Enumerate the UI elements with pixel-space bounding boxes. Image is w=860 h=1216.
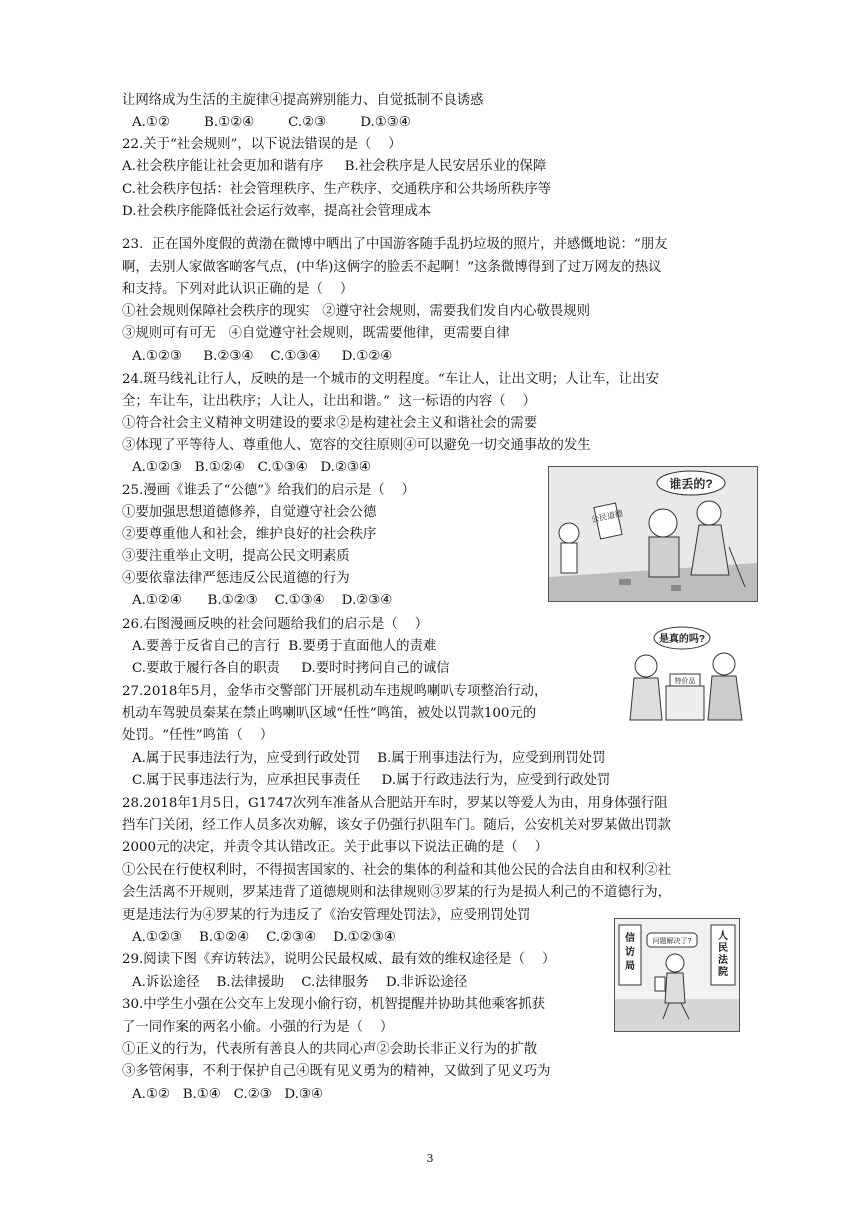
question-text-line: 26.右图漫画反映的社会问题给我们的启示是（ ） xyxy=(122,617,429,632)
question-text-line: 和支持。下列对此认识正确的是（ ） xyxy=(122,282,354,297)
cartoon-petition-to-law xyxy=(614,918,740,1032)
question-text-line: ①社会规则保障社会秩序的现实 ②遵守社会规则，需要我们发自内心敬畏规则 xyxy=(122,304,591,319)
question-text-line: ③体现了平等待人、尊重他人、宽容的交往原则④可以避免一切交通事故的发生 xyxy=(122,438,591,453)
question-text-line: 挡车门关闭，经工作人员多次劝解，该女子仍强行扒阻车门。随后，公安机关对罗某做出罚款 xyxy=(122,818,672,833)
question-text-line: 29.阅读下图《弃访转法》，说明公民最权威、最有效的维权途径是（ ） xyxy=(122,952,556,967)
answer-options-line: A.①②③ B.①②④ C.①③④ D.②③④ xyxy=(132,460,371,475)
cartoon-is-it-true xyxy=(620,620,756,730)
question-text-line: 24.斑马线礼让行人，反映的是一个城市的文明程度。“车让人，让出文明；人让车，让出安 xyxy=(122,372,659,387)
question-text-line: ①公民在行使权利时，不得损害国家的、社会的集体的利益和其他公民的合法自由和权利②社 xyxy=(122,863,672,878)
svg-text:局: 局 xyxy=(625,961,635,972)
answer-options-line: A.①②③ B.②③④ C.①③④ D.①②④ xyxy=(132,349,393,364)
question-text-line: ④要依靠法律严惩违反公民道德的行为 xyxy=(122,571,350,586)
question-text-line: D.社会秩序能降低社会运行效率，提高社会管理成本 xyxy=(122,204,432,219)
question-text-line: 2000元的决定，并责令其认错改正。关于此事以下说法正确的是（ ） xyxy=(122,840,549,855)
answer-options-line: C.要敢于履行各自的职责 D.要时时拷问自己的诚信 xyxy=(132,661,450,676)
question-text-line: 全；车让车，让出秩序；人让人，让出和谐。” 这一标语的内容（ ） xyxy=(122,394,537,409)
question-text-line: 啊，去别人家做客啲客气点，(中华)这俩字的脸丢不起啊！”这条微博得到了过万网友的热议 xyxy=(122,260,662,275)
question-text-line: ①正义的行为，代表所有善良人的共同心声②会助长非正义行为的扩散 xyxy=(122,1042,538,1057)
question-text-line: 更是违法行为④罗某的行为违反了《治安管理处罚法》，应受刑罚处罚 xyxy=(122,908,531,923)
svg-text:信: 信 xyxy=(625,933,635,944)
answer-options-line: A.属于民事违法行为，应受到行政处罚 B.属于刑事违法行为，应受到刑罚处罚 xyxy=(132,751,606,766)
question-text-line: 23. 正在国外度假的黄渤在微博中晒出了中国游客随手乱扔垃圾的照片，并感慨地说：“朋友 xyxy=(122,237,668,252)
page-number: 3 xyxy=(426,1152,434,1165)
cartoon-who-lost-morality xyxy=(548,466,758,602)
question-text-line: ①符合社会主义精神文明建设的要求②是构建社会主义和谐社会的需要 xyxy=(122,416,538,431)
svg-text:特价品: 特价品 xyxy=(674,678,696,685)
answer-options-line: A.①② B.①②④ C.②③ D.①③④ xyxy=(132,115,411,130)
answer-options-line: C.属于民事违法行为，应承担民事责任 D.属于行政违法行为，应受到行政处罚 xyxy=(132,773,611,788)
question-text-line: ③规则可有可无 ④自觉遵守社会规则，既需要他律，更需要自律 xyxy=(122,326,510,341)
question-text-line: 让网络成为生活的主旋律④提高辨别能力、自觉抵制不良诱惑 xyxy=(122,93,484,108)
svg-text:公民道德: 公民道德 xyxy=(590,508,624,525)
question-text-line: 22.关于“社会规则”，以下说法错误的是（ ） xyxy=(122,137,402,152)
cartoon25-caption: 谁丢的? xyxy=(669,477,713,491)
question-text-line: 28.2018年1月5日，G1747次列车准备从合肥站开车时，罗某以等爱人为由，用身体强行阻 xyxy=(122,796,668,811)
question-text-line: 25.漫画《谁丢了“公德”》给我们的启示是（ ） xyxy=(122,483,416,498)
question-text-line: 处罚。“任性”鸣笛（ ） xyxy=(122,728,274,743)
svg-text:民: 民 xyxy=(718,943,728,954)
question-text-line: 会生活离不开规则，罗某违背了道德规则和法律规则③罗某的行为是损人利己的不道德行为， xyxy=(122,885,672,900)
answer-options-line: A.①② B.①④ C.②③ D.③④ xyxy=(132,1087,323,1102)
question-text-line: 了一同作案的两名小偷。小强的行为是（ ） xyxy=(122,1020,394,1035)
svg-text:问题解决了?: 问题解决了? xyxy=(652,938,692,945)
answer-options-line: A.①②④ B.①②③ C.①③④ D.②③④ xyxy=(132,593,393,608)
answer-options-line: A.诉讼途径 B.法律援助 C.法律服务 D.非诉讼途径 xyxy=(132,975,468,990)
question-text-line: ③要注重举止文明，提高公民文明素质 xyxy=(122,549,350,564)
question-text-line: 机动车驾驶员秦某在禁止鸣喇叭区域“任性”鸣笛，被处以罚款100元的 xyxy=(122,706,537,721)
svg-text:是真的吗?: 是真的吗? xyxy=(658,634,706,645)
svg-text:院: 院 xyxy=(718,967,728,978)
question-text-line: ③多管闲事，不利于保护自己④既有见义勇为的精神，又做到了见义巧为 xyxy=(122,1064,551,1079)
question-text-line: ②要尊重他人和社会，维护良好的社会秩序 xyxy=(122,527,377,542)
question-text-line: C.社会秩序包括：社会管理秩序、生产秩序、交通秩序和公共场所秩序等 xyxy=(122,182,552,197)
question-text-line: A.社会秩序能让社会更加和谐有序 B.社会秩序是人民安居乐业的保障 xyxy=(122,159,547,174)
svg-text:人: 人 xyxy=(718,931,728,942)
svg-text:访: 访 xyxy=(625,947,635,958)
svg-text:法: 法 xyxy=(718,955,728,966)
question-text-line: 30.中学生小强在公交车上发现小偷行窃，机智提醒并协助其他乘客抓获 xyxy=(122,997,546,1012)
answer-options-line: A.要善于反省自己的言行 B.要勇于直面他人的责难 xyxy=(132,639,437,654)
question-text-line: 27.2018年5月，金华市交警部门开展机动车违规鸣喇叭专项整治行动， xyxy=(122,684,548,699)
question-text-line: ①要加强思想道德修养，自觉遵守社会公德 xyxy=(122,505,377,520)
answer-options-line: A.①②③ B.①②④ C.②③④ D.①②③④ xyxy=(132,930,396,945)
